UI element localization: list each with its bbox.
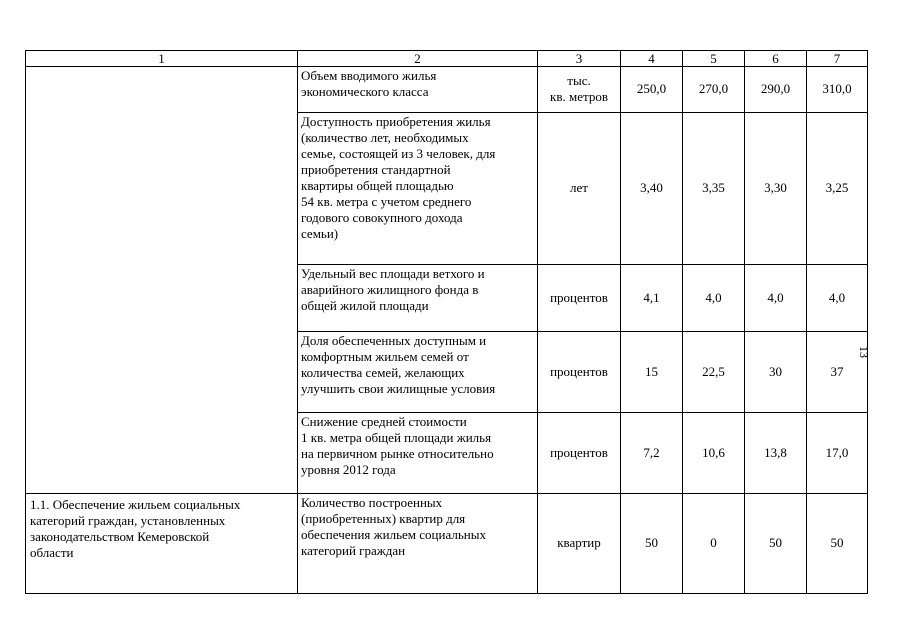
column-header: 3 — [538, 51, 621, 67]
value-cell: 270,0 — [683, 67, 745, 113]
value-cell: 22,5 — [683, 331, 745, 412]
table-row — [26, 67, 868, 113]
value-cell: 7,2 — [621, 412, 683, 493]
unit-cell: процентов — [538, 264, 621, 331]
column-header: 5 — [683, 51, 745, 67]
value-cell: 50 — [807, 493, 868, 593]
value-cell: 15 — [621, 331, 683, 412]
unit-cell: квартир — [538, 493, 621, 593]
value-cell: 3,35 — [683, 112, 745, 264]
column-header: 6 — [745, 51, 807, 67]
table-row — [26, 493, 868, 593]
value-cell: 50 — [621, 493, 683, 593]
column-header: 4 — [621, 51, 683, 67]
value-cell: 290,0 — [745, 67, 807, 113]
column-header: 7 — [807, 51, 868, 67]
indicator-cell: Доля обеспеченных доступным и комфортным жильем семей от количества семей, желающих улучшить свои жилищные условия — [298, 331, 538, 412]
value-cell: 4,0 — [683, 264, 745, 331]
unit-cell: тыс. кв. метров — [538, 67, 621, 113]
value-cell: 4,0 — [807, 264, 868, 331]
column-header: 1 — [26, 51, 298, 67]
value-cell: 4,0 — [745, 264, 807, 331]
indicator-cell: Снижение средней стоимости 1 кв. метра общей площади жилья на первичном рынке относительно уровня 2012 года — [298, 412, 538, 493]
unit-cell: лет — [538, 112, 621, 264]
value-cell: 0 — [683, 493, 745, 593]
value-cell: 3,30 — [745, 112, 807, 264]
indicator-cell: Объем вводимого жилья экономического класса — [298, 67, 538, 113]
value-cell: 4,1 — [621, 264, 683, 331]
value-cell: 13,8 — [745, 412, 807, 493]
task-cell: 1.1. Обеспечение жильем социальных категорий граждан, установленных законодательством Кемеровской области — [26, 493, 298, 593]
unit-cell: процентов — [538, 412, 621, 493]
column-header: 2 — [298, 51, 538, 67]
value-cell: 37 — [807, 331, 868, 412]
indicator-cell: Удельный вес площади ветхого и аварийного жилищного фонда в общей жилой площади — [298, 264, 538, 331]
unit-cell: процентов — [538, 331, 621, 412]
indicators-table — [25, 50, 868, 594]
value-cell: 3,25 — [807, 112, 868, 264]
task-cell-empty — [26, 67, 298, 493]
value-cell: 30 — [745, 331, 807, 412]
header-row — [26, 51, 868, 67]
value-cell: 50 — [745, 493, 807, 593]
value-cell: 3,40 — [621, 112, 683, 264]
indicator-cell: Количество построенных (приобретенных) квартир для обеспечения жильем социальных категорий граждан — [298, 493, 538, 593]
value-cell: 10,6 — [683, 412, 745, 493]
value-cell: 17,0 — [807, 412, 868, 493]
indicator-cell: Доступность приобретения жилья (количество лет, необходимых семье, состоящей из 3 человек, для приобретения стандартной квартиры общей площадью 54 кв. метра с учетом среднего годового совокупного дохода семьи) — [298, 112, 538, 264]
page-number: 13 — [857, 346, 871, 358]
value-cell: 310,0 — [807, 67, 868, 113]
value-cell: 250,0 — [621, 67, 683, 113]
